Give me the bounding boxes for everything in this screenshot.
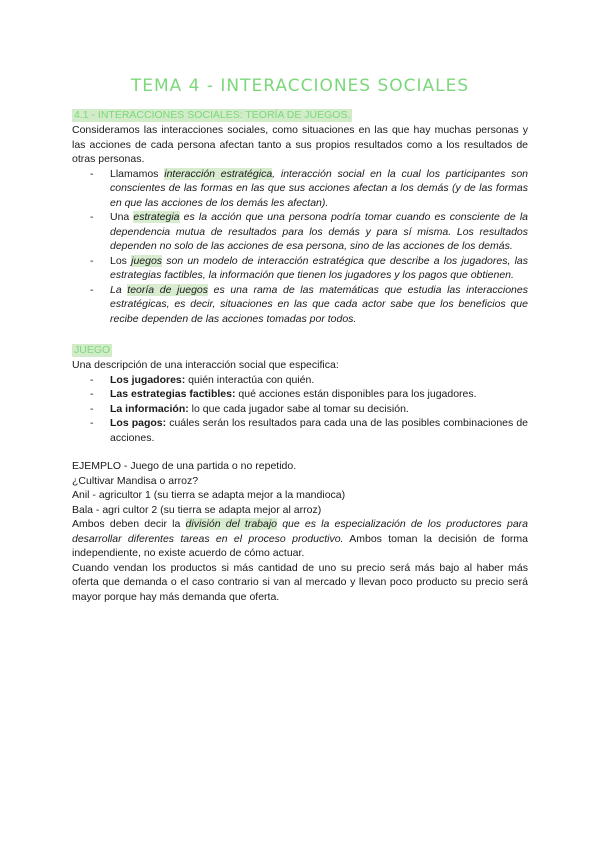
highlighted-term: teoría de juegos: [127, 283, 208, 296]
list-item: - Una estrategia es la acción que una persona podría tomar cuando es consciente de la dependencia mutua de resultados para los demás y para sí misma. Los resultados dependen no solo de las acciones de esa persona, sino de las acciones de los demás.: [90, 210, 528, 254]
highlighted-term: estrategia: [133, 211, 180, 223]
page-title: TEMA 4 - INTERACCIONES SOCIALES: [130, 76, 470, 96]
definition-list: [72, 167, 528, 327]
example-paragraph-1: Ambos deben decir la división del trabajo que es la especialización de los productores para desarrollar diferentes tareas en el proceso productivo. Ambos toman la decisión de forma independiente, no existe acuerdo de cómo actuar.: [72, 518, 529, 559]
document-page: [72, 76, 528, 604]
list-item: - Los pagos: cuáles serán los resultados para cada una de las posibles combinaciones de acciones.: [90, 416, 528, 445]
section-theory-of-games: [72, 105, 528, 326]
section-heading-theory: 4.1 - INTERACCIONES SOCIALES: TEORÍA DE JUEGOS.: [74, 109, 351, 121]
example-question: ¿Cultivar Mandisa o arroz?: [72, 474, 199, 487]
game-elements-list: [72, 373, 528, 446]
example-player-2: Bala - agri cultor 2 (su tierra se adapta mejor al arroz): [72, 503, 322, 516]
list-item: - Llamamos interacción estratégica, interacción social en la cual los participantes son conscientes de las formas en las que sus acciones afectan a los demás (y de las formas en que las acciones de los demás les afectan).: [90, 167, 528, 211]
section-game: [72, 340, 528, 445]
example-player-1: Anil - agricultor 1 (su tierra se adapta mejor a la mandioca): [72, 489, 346, 501]
highlighted-term: división del trabajo: [185, 518, 278, 530]
example-title: EJEMPLO - Juego de una partida o no repetido.: [72, 460, 297, 472]
example-section: [72, 459, 528, 604]
section-intro: Consideramos las interacciones sociales, como situaciones en las que hay muchas personas y las acciones de cada persona afectan tanto a sus propios resultados como a los resultados de otras personas.: [72, 124, 528, 165]
list-item: - Las estrategias factibles: qué acciones están disponibles para los jugadores.: [90, 387, 528, 402]
section-heading-game: JUEGO: [74, 344, 111, 356]
list-item: - La información: lo que cada jugador sabe al tomar su decisión.: [90, 402, 528, 417]
list-item: - Los jugadores: quién interactúa con quién.: [90, 373, 528, 388]
section-intro: Una descripción de una interacción social que especifica:: [72, 359, 339, 371]
list-item: - La teoría de juegos es una rama de las matemáticas que estudia las interacciones estratégicas, es decir, situaciones en las que cada actor sabe que los beneficios que recibe dependen de las acciones tomadas por todos.: [90, 283, 528, 327]
highlighted-term: juegos: [131, 254, 163, 267]
list-item: - Los juegos son un modelo de interacción estratégica que describe a los jugadores, las estrategias factibles, la información que tienen los jugadores y los pagos que obtienen.: [90, 254, 528, 283]
example-paragraph-2: Cuando vendan los productos si más cantidad de uno su precio será más bajo al haber más oferta que demanda o el caso contrario si van al mercado y llevan poco producto su precio será mayor porque hay más demanda que oferta.: [72, 561, 528, 603]
highlighted-term: interacción estratégica: [164, 167, 273, 180]
